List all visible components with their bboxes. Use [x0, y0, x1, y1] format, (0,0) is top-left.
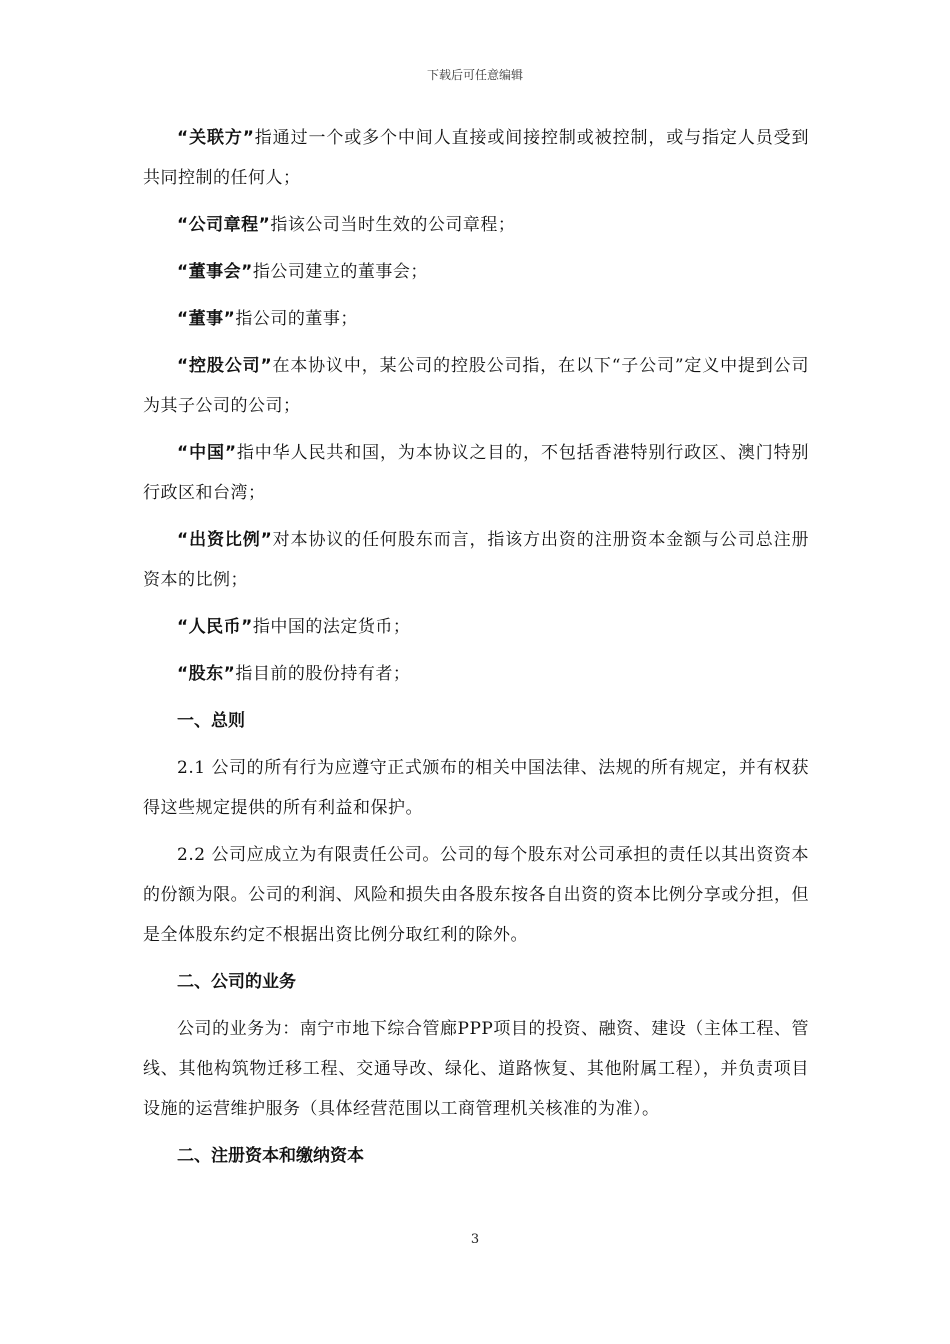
definition-text: 在本协议中，某公司的控股公司指，在以下“子公司”定义中提到公司为其子公司的公司； — [143, 356, 809, 416]
clause-number: 2.2 — [177, 845, 206, 865]
section-heading-general: 一、总则 — [177, 711, 245, 731]
definition-shareholder — [143, 654, 809, 694]
definition-term: “董事会” — [177, 262, 253, 282]
clause-number: 2.1 — [177, 758, 206, 778]
clause-2-2 — [143, 835, 809, 955]
definition-capital-ratio — [143, 520, 809, 600]
definition-term: “控股公司” — [177, 356, 273, 376]
section-heading-business: 二、公司的业务 — [177, 972, 296, 992]
definition-text: 指通过一个或多个中间人直接或间接控制或被控制，或与指定人员受到共同控制的任何人； — [143, 128, 809, 188]
section-heading-registered-capital: 二、注册资本和缴纳资本 — [177, 1146, 364, 1166]
definition-term: “关联方” — [177, 128, 255, 148]
definition-term: “人民币” — [177, 617, 253, 637]
definition-rmb — [143, 607, 809, 647]
clause-text: 公司应成立为有限责任公司。公司的每个股东对公司承担的责任以其出资资本的份额为限。公司的利润、风险和损失由各股东按各自出资的资本比例分享或分担，但是全体股东约定不根据出资比例分取红利的除外。 — [143, 845, 809, 945]
definition-board — [143, 252, 809, 292]
definition-text: 指公司建立的董事会； — [252, 262, 428, 282]
definition-text: 对本协议的任何股东而言，指该方出资的注册资本金额与公司总注册资本的比例； — [143, 530, 809, 590]
definition-term: “出资比例” — [177, 530, 273, 550]
definition-director — [143, 299, 809, 339]
definition-holding-company — [143, 346, 809, 426]
definition-text: 指目前的股份持有者； — [235, 664, 411, 684]
definition-term: “中国” — [177, 443, 237, 463]
definition-text: 指中华人民共和国，为本协议之目的，不包括香港特别行政区、澳门特别行政区和台湾； — [143, 443, 809, 503]
definition-text: 指中国的法定货币； — [252, 617, 411, 637]
business-scope-paragraph: 公司的业务为：南宁市地下综合管廊PPP项目的投资、融资、建设（主体工程、管线、其他构筑物迁移工程、交通导改、绿化、道路恢复、其他附属工程），并负责项目设施的运营维护服务（具体经营范围以工商管理机关核准的为准）。 — [143, 1019, 809, 1119]
definition-term: “股东” — [177, 664, 236, 684]
definition-term: “董事” — [177, 309, 236, 329]
definition-text: 指该公司当时生效的公司章程； — [270, 215, 516, 235]
definition-term: “公司章程” — [177, 215, 271, 235]
clause-text: 公司的所有行为应遵守正式颁布的相关中国法律、法规的所有规定，并有权获得这些规定提供的所有利益和保护。 — [143, 758, 809, 818]
definition-text: 指公司的董事； — [235, 309, 358, 329]
clause-2-1 — [143, 748, 809, 828]
page-header: 下载后可任意编辑 — [426, 68, 523, 82]
page-number: 3 — [470, 1232, 480, 1247]
definition-articles — [143, 205, 809, 245]
definition-related-party — [143, 118, 809, 198]
definition-china — [143, 433, 809, 513]
document-body — [143, 118, 809, 1183]
